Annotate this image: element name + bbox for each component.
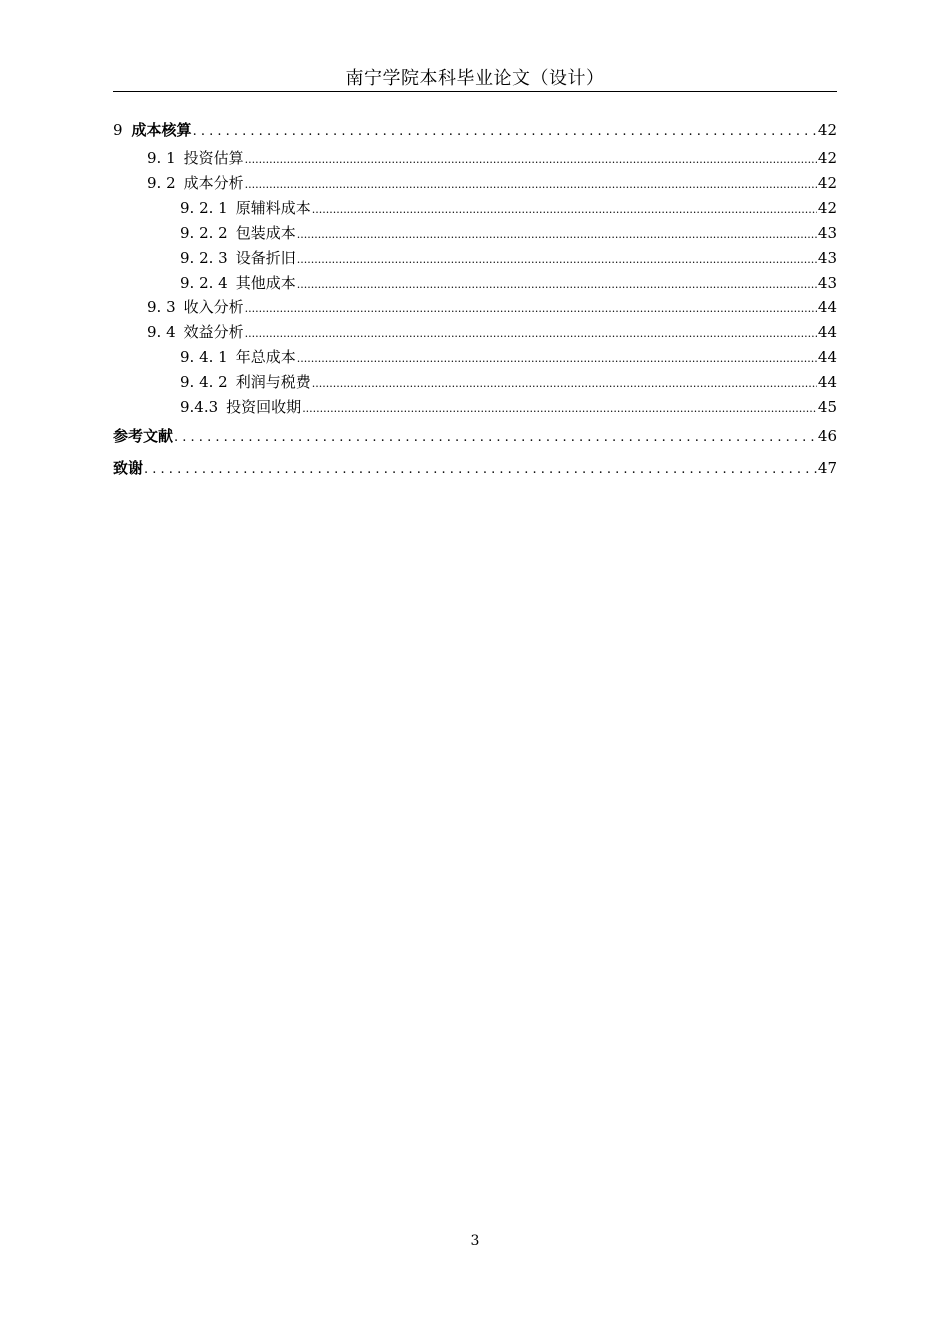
toc-entry-title: 原辅料成本 — [235, 199, 311, 217]
toc-entry-number: 9. 2 — [147, 174, 176, 192]
toc-entry-title: 成本核算 — [131, 121, 192, 139]
toc-entry-number: 9. 2. 3 — [180, 249, 228, 267]
toc-entry-title: 设备折旧 — [235, 249, 296, 267]
toc-dot-leader — [302, 397, 817, 419]
toc-dot-leader — [312, 198, 817, 220]
toc-entry-9-3[interactable] — [147, 297, 837, 317]
toc-entry-9-4-3[interactable] — [180, 397, 837, 417]
toc-entry-title: 效益分析 — [183, 323, 244, 341]
toc-entry-page: 43 — [817, 249, 837, 267]
toc-entry-page: 47 — [817, 459, 837, 477]
toc-entry-number: 9. 2. 2 — [180, 224, 228, 242]
toc-entry-title: 投资估算 — [183, 149, 244, 167]
toc-dot-leader — [297, 223, 817, 245]
toc-entry-number: 9. 4 — [147, 323, 176, 341]
toc-entry-number: 9. 2. 4 — [180, 274, 228, 292]
toc-dot-leader — [312, 372, 817, 394]
toc-entry-number: 9. 4. 2 — [180, 373, 228, 391]
toc-entry-9-2[interactable] — [147, 173, 837, 193]
toc-entry-page: 42 — [817, 149, 837, 167]
toc-entry-title: 年总成本 — [235, 348, 296, 366]
toc-entry-number: 9 — [113, 121, 123, 139]
toc-entry-page: 42 — [817, 174, 837, 192]
toc-dot-leader — [245, 322, 817, 344]
toc-entry-title: 参考文献 — [113, 427, 174, 445]
toc-entry-9-2-3[interactable] — [180, 248, 837, 268]
toc-entry-number: 9. 1 — [147, 149, 176, 167]
toc-entry-9-2-1[interactable] — [180, 198, 837, 218]
toc-entry-title: 其他成本 — [235, 274, 296, 292]
toc-entry-title: 收入分析 — [183, 298, 244, 316]
toc-entry-page: 44 — [817, 323, 837, 341]
toc-entry-title: 包装成本 — [235, 224, 296, 242]
toc-dot-leader — [245, 148, 817, 170]
toc-entry-page: 43 — [817, 224, 837, 242]
toc-dot-leader — [245, 173, 817, 195]
toc-entry-page: 44 — [817, 348, 837, 366]
toc-entry-title: 利润与税费 — [235, 373, 311, 391]
toc-entry-9-1[interactable] — [147, 148, 837, 168]
toc-entry-page: 43 — [817, 274, 837, 292]
page-header-title: 南宁学院本科毕业论文（设计） — [345, 68, 605, 89]
toc-entry-number: 9. 2. 1 — [180, 199, 228, 217]
toc-dot-leader — [193, 120, 817, 142]
toc-entry-9[interactable] — [113, 120, 837, 140]
toc-entry-page: 42 — [817, 121, 837, 139]
toc-entry-page: 45 — [817, 398, 837, 416]
toc-entry-title: 投资回收期 — [226, 398, 302, 416]
toc-entry-number: 9.4.3 — [180, 398, 219, 416]
toc-entry-9-4[interactable] — [147, 322, 837, 342]
toc-entry-page: 44 — [817, 298, 837, 316]
toc-entry-page: 46 — [817, 427, 837, 445]
toc-entry-9-2-4[interactable] — [180, 273, 837, 293]
toc-entry-references[interactable] — [113, 426, 837, 446]
toc-entry-9-4-2[interactable] — [180, 372, 837, 392]
toc-dot-leader — [297, 347, 817, 369]
toc-entry-title: 成本分析 — [183, 174, 244, 192]
toc-dot-leader — [297, 273, 817, 295]
toc-entry-number: 9. 3 — [147, 298, 176, 316]
toc-entry-page: 44 — [817, 373, 837, 391]
toc-dot-leader — [144, 458, 817, 480]
toc-dot-leader — [245, 297, 817, 319]
toc-entry-9-4-1[interactable] — [180, 347, 837, 367]
header-rule — [113, 91, 837, 92]
toc-entry-acknowledgements[interactable] — [113, 458, 837, 478]
toc-dot-leader — [174, 426, 817, 448]
toc-entry-page: 42 — [817, 199, 837, 217]
toc-dot-leader — [297, 248, 817, 270]
toc-entry-number: 9. 4. 1 — [180, 348, 228, 366]
toc-entry-9-2-2[interactable] — [180, 223, 837, 243]
page-number: 3 — [470, 1233, 480, 1249]
toc-entry-title: 致谢 — [113, 459, 144, 477]
